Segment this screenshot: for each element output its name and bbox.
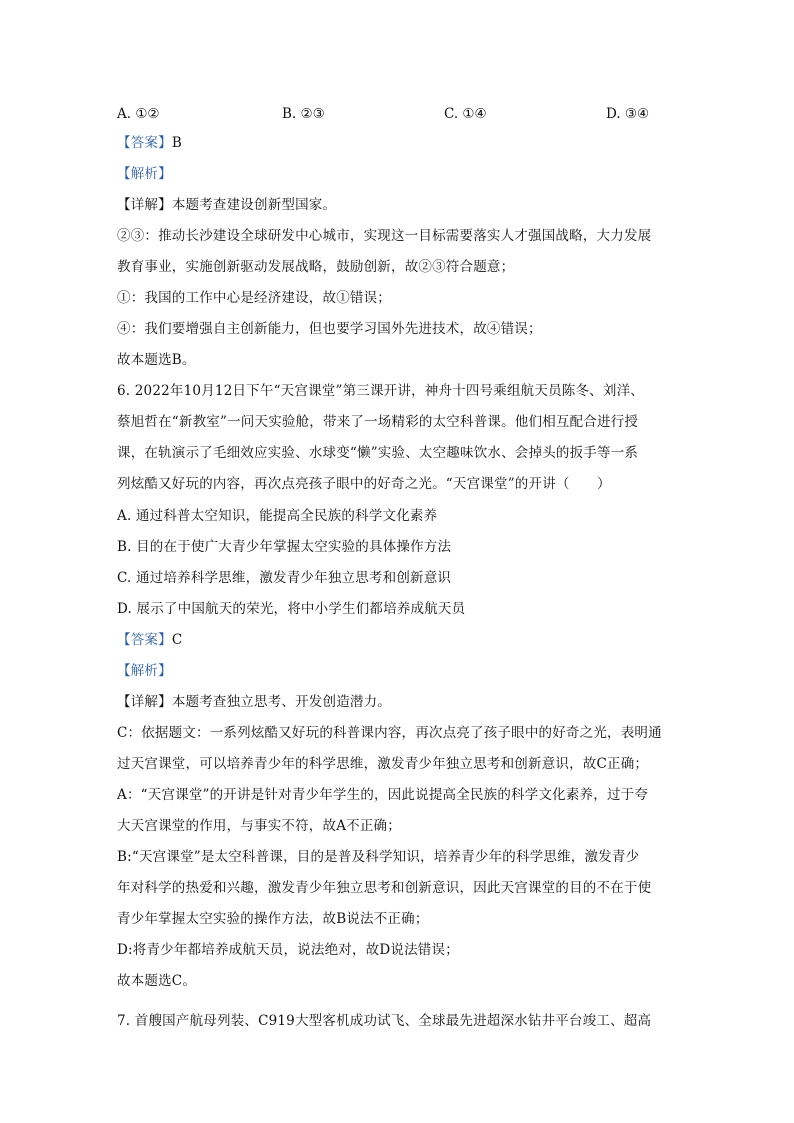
q6-stem-line: 6. 2022年10月12日下午“天宫课堂”第三课开讲，神舟十四号乘组航天员陈冬、刘洋、 (117, 383, 644, 399)
q6-explanation-line: C：依据题文：一系列炫酷又好玩的科普课内容，再次点亮了孩子眼中的好奇之光，表明通 (117, 725, 662, 741)
q5-option-b: B. ②③ (282, 106, 325, 122)
detail-text: 本题考查独立思考、开发创造潜力。 (171, 694, 392, 710)
q6-explanation-line: D:将青少年都培养成航天员，说法绝对，故D说法错误； (117, 942, 459, 958)
answer-value: B (171, 135, 182, 151)
q6-option-b: B. 目的在于使广大青少年掌握太空实验的具体操作方法 (117, 539, 452, 555)
q7-stem-line: 7. 首艘国产航母列装、C919大型客机成功试飞、全球最先进超深水钻井平台竣工、超高 (117, 1013, 652, 1029)
q5-explanation-line: 教育事业，实施创新驱动发展战略，鼓励创新，故②③符合题意； (117, 259, 515, 275)
detail-tag: 【详解】 (117, 197, 172, 213)
q6-conclusion: 故本题选C。 (117, 973, 197, 989)
q6-stem-line: 课，在轨演示了毛细效应实验、水球变“懒”实验、太空趣味饮水、会掉头的扳手等一系 (117, 445, 639, 461)
detail-text: 本题考查建设创新型国家。 (171, 197, 337, 213)
q6-stem-line: 蔡旭哲在“新教室”一问天实验舱，带来了一场精彩的太空科普课。他们相互配合进行授 (117, 414, 639, 430)
answer-value: C (171, 632, 183, 648)
detail-tag: 【详解】 (117, 694, 172, 710)
q6-explanation-line: 大天宫课堂的作用，与事实不符，故A不正确； (117, 818, 401, 834)
q6-explanation-line: 年对科学的热爱和兴趣，激发青少年独立思考和创新意识，因此天宫课堂的目的不在于使 (117, 880, 652, 896)
q6-option-c: C. 通过培养科学思维，激发青少年独立思考和创新意识 (117, 570, 452, 586)
q6-analysis-tag: 【解析】 (117, 663, 172, 679)
q6-option-a: A. 通过科普太空知识，能提高全民族的科学文化素养 (117, 508, 438, 524)
q5-analysis-tag: 【解析】 (117, 166, 172, 182)
answer-tag: 【答案】 (117, 135, 172, 151)
q6-explanation-line: B:“天宫课堂”是太空科普课，目的是普及科学知识，培养青少年的科学思维，激发青少 (117, 849, 640, 865)
q6-stem-line: 列炫酷又好玩的内容，再次点亮孩子眼中的好奇之光。“天宫课堂”的开讲（ ） (117, 476, 611, 492)
q5-detail (117, 195, 679, 215)
q5-answer (117, 133, 679, 153)
q5-explanation-line: ②③：推动长沙建设全球研发中心城市，实现这一目标需要落实人才强国战略，大力发展 (117, 228, 652, 244)
q5-option-c: C. ①④ (444, 106, 487, 122)
q5-options-row (117, 104, 679, 124)
q6-detail (117, 692, 679, 712)
q6-answer (117, 630, 679, 650)
q6-option-d: D. 展示了中国航天的荣光，将中小学生们都培养成航天员 (117, 601, 466, 617)
q6-explanation-line: 青少年掌握太空实验的操作方法，故B说法不正确； (117, 911, 429, 927)
q5-option-d: D. ③④ (606, 106, 650, 122)
q5-conclusion: 故本题选B。 (117, 352, 196, 368)
answer-tag: 【答案】 (117, 632, 172, 648)
q5-explanation-line: ④：我们要增强自主创新能力，但也要学习国外先进技术，故④错误； (117, 321, 542, 337)
q5-explanation-line: ①：我国的工作中心是经济建设，故①错误； (117, 290, 391, 306)
q6-explanation-line: A：“天宫课堂”的开讲是针对青少年学生的，因此说提高全民族的科学文化素养，过于夸 (117, 787, 649, 803)
q5-option-a: A. ①② (117, 106, 160, 122)
q6-explanation-line: 过天宫课堂，可以培养青少年的科学思维，激发青少年独立思考和创新意识，故C正确； (117, 756, 649, 772)
